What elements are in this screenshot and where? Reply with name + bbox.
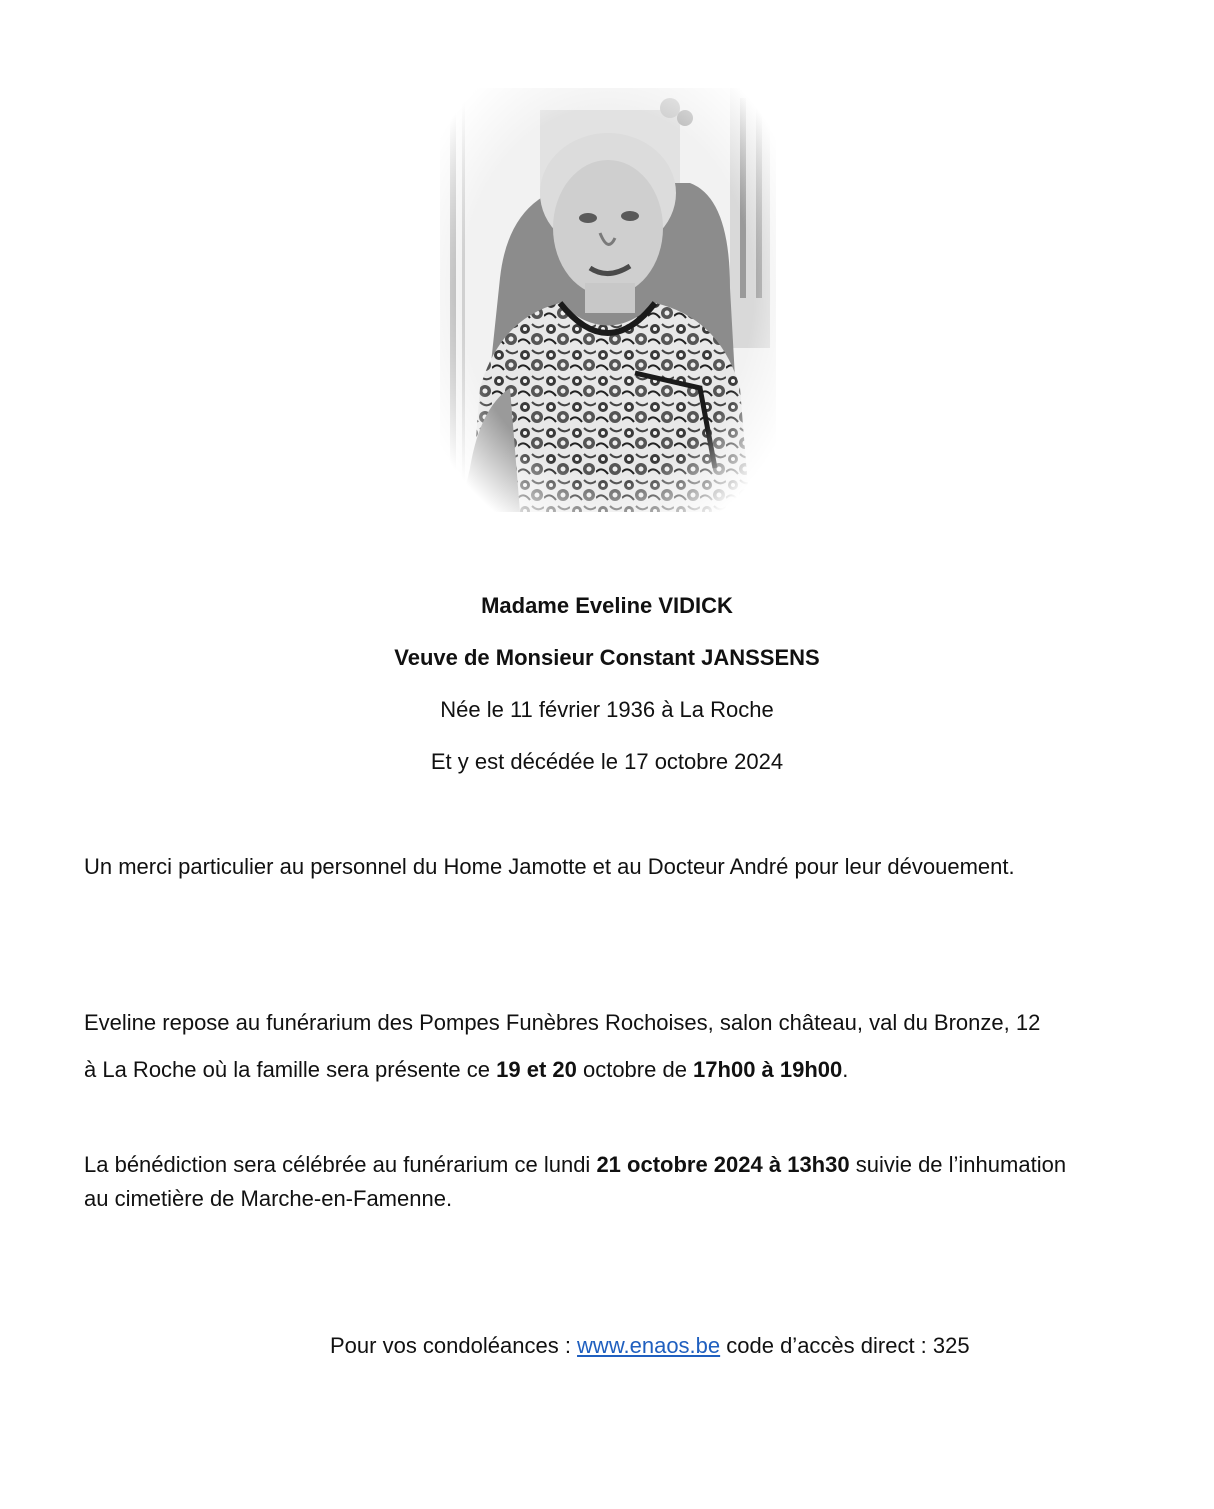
- ceremony-datetime: 21 octobre 2024 à 13h30: [596, 1152, 850, 1177]
- spouse-line: Veuve de Monsieur Constant JANSSENS: [394, 645, 820, 670]
- ceremony-line-2: au cimetière de Marche-en-Famenne.: [84, 1186, 453, 1211]
- visitation-text-a: à La Roche où la famille sera présente ce: [84, 1057, 497, 1082]
- condolences-prefix: Pour vos condoléances :: [330, 1333, 578, 1358]
- condolences-link[interactable]: www.enaos.be: [577, 1333, 721, 1358]
- visitation-line-2: [84, 1056, 848, 1084]
- birth-line: Née le 11 février 1936 à La Roche: [440, 697, 774, 722]
- death-line: Et y est décédée le 17 octobre 2024: [430, 749, 784, 774]
- visitation-hours: 17h00 à 19h00: [693, 1057, 843, 1082]
- deceased-name: Madame Eveline VIDICK: [481, 593, 733, 618]
- ceremony-text-c: suivie de l’inhumation: [849, 1152, 1067, 1177]
- ceremony-text-a: La bénédiction sera célébrée au funérarium ce lundi: [84, 1152, 597, 1177]
- visitation-dates: 19 et 20: [496, 1057, 577, 1082]
- ceremony-line-1: [84, 1151, 1066, 1179]
- condolences-suffix: code d’accès direct : 325: [720, 1333, 970, 1358]
- thanks-paragraph: Un merci particulier au personnel du Home Jamotte et au Docteur André pour leur dévouement.: [84, 854, 1015, 879]
- visitation-text-c: octobre de: [576, 1057, 694, 1082]
- visitation-text-e: .: [842, 1057, 849, 1082]
- portrait-photo: [440, 88, 776, 512]
- visitation-line-1: Eveline repose au funérarium des Pompes Funèbres Rochoises, salon château, val du Bronze, 12: [84, 1010, 1041, 1035]
- condolences-line: [330, 1332, 970, 1360]
